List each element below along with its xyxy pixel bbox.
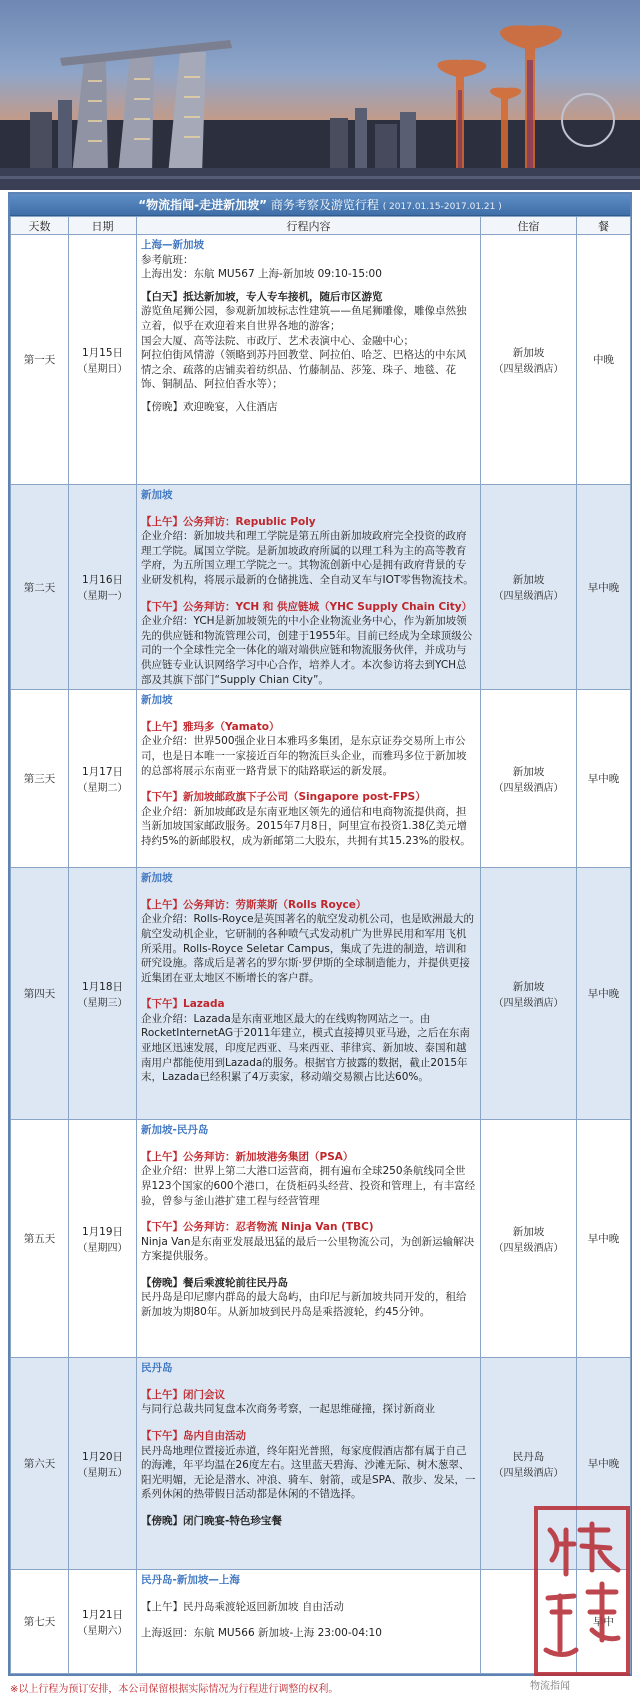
time-slot-heading: 【傍晚】餐后乘渡轮前往民丹岛: [141, 1276, 288, 1289]
table-row: [11, 235, 631, 485]
table-title-main: “物流指闻-走进新加坡”: [138, 198, 268, 212]
lodging-city: 新加坡: [512, 1225, 545, 1238]
date-value: 1月20日: [81, 1450, 124, 1463]
lodging-city: 新加坡: [512, 980, 545, 993]
lodging-city: 新加坡: [512, 346, 545, 359]
hero-skyline-image: [0, 0, 640, 190]
header-content: 行程内容: [137, 217, 481, 235]
itinerary-grid: [10, 216, 631, 1674]
watermark-text: 物流指闻: [530, 1681, 570, 1692]
detail-text: 企业介绍：Lazada是东南亚地区最大的在线购物网站之一。由RocketInternetAG于2011年建立，模式直接搏贝亚马逊，之后在东南亚地区迅速发展，印度尼西亚、马来西亚、菲律宾、新加坡、泰国和越南用户都能使用到Lazada的服务。根据官方披露的数据，截止2015年末，Lazada已经积累了4万卖家，移动端交易额占比达60%。: [141, 1012, 470, 1084]
time-slot-heading: 【上午】雅玛多（Yamato）: [141, 720, 280, 733]
detail-text: 【上午】民丹岛乘渡轮返回新加坡 自由活动: [141, 1600, 344, 1613]
lodging-cell: [481, 1120, 577, 1358]
detail-text: 国会大厦、高等法院、市政厅、艺术表演中心、金融中心；: [141, 334, 414, 347]
lodging-hotel: （四星级酒店）: [493, 1467, 564, 1479]
header-day: 天数: [11, 217, 69, 235]
spacer: [141, 1376, 476, 1388]
detail-text: 民丹岛是印尼廖内群岛的最大岛屿，由印尼与新加坡共同开发的，租给新加坡为期80年。从新加坡到民丹岛是乘搭渡轮，约45分钟。: [141, 1291, 467, 1319]
spacer: [141, 985, 476, 997]
table-row: [11, 868, 631, 1120]
lodging-hotel: （四星级酒店）: [493, 591, 564, 603]
itinerary-detail: [137, 1120, 481, 1358]
date-cell: [69, 1120, 137, 1358]
day-cell: 第三天: [11, 690, 69, 868]
meal-cell: 早中晚: [577, 485, 631, 690]
detail-text: 阿拉伯街风情游（领略到苏丹回教堂、阿拉伯、哈芝、巴格达的中东风情之余、疏落的店铺卖着纺织品、竹藤制品、莎笼、珠子、地毯、花饰、铜制品、阿拉伯香水等）；: [141, 349, 467, 391]
meal-cell: 中晚: [577, 235, 631, 485]
day-cell: 第一天: [11, 235, 69, 485]
detail-text: 与同行总裁共同复盘本次商务考察，一起思维碰撞，探讨新商业: [141, 1403, 435, 1416]
table-row: [11, 690, 631, 868]
date-value: 1月18日: [81, 980, 124, 993]
time-slot-heading: 【上午】公务拜访：Republic Poly: [141, 515, 316, 528]
time-slot-heading: 【下午】岛内自由活动: [141, 1429, 246, 1442]
spacer: [141, 282, 476, 290]
detail-text: 企业介绍：YCH是新加坡领先的中小企业物流业务中心，作为新加坡领先的供应链和物流管理公司，创建于1955年。目前已经成为全球顶级公司的一个全球性完全一体化的端对端供应链和物流服务伙伴，并成功与供应链专业认识网络学习中心合作，培养人才。本次参访将去到YCH总部及其旗下部门“Supply Chian City”。: [141, 615, 473, 686]
header-date: 日期: [69, 217, 137, 235]
spacer: [141, 1208, 476, 1220]
lodging-cell: [481, 868, 577, 1120]
spacer: [141, 1502, 476, 1514]
itinerary-detail: [137, 690, 481, 868]
detail-text: Ninja Van是东南亚发展最迅猛的最后一公里物流公司，为创新运输解决方案提供服务。: [141, 1235, 475, 1263]
detail-text: 参考航班：: [141, 253, 194, 266]
itinerary-detail: [137, 1570, 481, 1674]
time-slot-heading: 【白天】抵达新加坡，专人专车接机，随后市区游览: [141, 290, 383, 303]
weekday-value: （星期三）: [77, 997, 128, 1009]
lodging-hotel: （四星级酒店）: [493, 782, 564, 794]
header-row: [11, 217, 631, 235]
lodging-hotel: （四星级酒店）: [493, 1242, 564, 1254]
date-cell: [69, 868, 137, 1120]
route-title: 民丹岛-新加坡—上海: [141, 1574, 240, 1587]
route-title: 新加坡-民丹岛: [141, 1124, 209, 1137]
route-title: 新加坡: [141, 694, 173, 707]
detail-text: 上海返回：东航 MU566 新加坡-上海 23:00-04:10: [141, 1627, 382, 1640]
itinerary-detail: [137, 235, 481, 485]
date-cell: [69, 1570, 137, 1674]
spacer: [141, 1138, 476, 1150]
lodging-city: 新加坡: [512, 765, 545, 778]
lodging-city: 新加坡: [512, 574, 545, 587]
time-slot-heading: 【上午】公务拜访：劳斯莱斯（Rolls Royce）: [141, 898, 367, 911]
date-cell: [69, 235, 137, 485]
spacer: [141, 503, 476, 515]
spacer: [141, 1264, 476, 1276]
detail-text: 企业介绍：Rolls-Royce是英国著名的航空发动机公司，也是欧洲最大的航空发动机企业，它研制的各种喷气式发动机广为世界民用和军用飞机所采用。Rolls-Royce Seletar Campus，集成了先进的制造，培训和研究设施。落成后是著名的罗尔斯·罗伊斯的全球制造能力，并提供更接近集团在亚太地区不断增长的客户群。: [141, 913, 475, 984]
lodging-cell: [481, 485, 577, 690]
time-slot-heading: 【下午】Lazada: [141, 998, 225, 1011]
weekday-value: （星期二）: [77, 782, 128, 794]
seal-stamp-icon: [530, 1500, 634, 1680]
seal-stamp: [530, 1500, 634, 1680]
detail-text: 上海出发：东航 MU567 上海-新加坡 09:10-15:00: [141, 268, 382, 281]
day-cell: 第二天: [11, 485, 69, 690]
day-cell: 第六天: [11, 1358, 69, 1570]
date-cell: [69, 1358, 137, 1570]
time-slot-heading: 【上午】闭门会议: [141, 1388, 225, 1401]
detail-text: 企业介绍：新加坡共和理工学院是第五所由新加坡政府完全投资的政府理工学院。属国立学院。是新加坡政府所属的以理工科为主的高等教育学府，为五所国立理工学院之一。其物流创新中心是拥有政府背景的专业研发机构，将展示最新的仓储挑选、全自动叉车与IOT零售物流技术。: [141, 530, 474, 586]
table-title-dates: ( 2017.01.15-2017.01.21 ): [382, 202, 502, 212]
spacer: [141, 1417, 476, 1429]
detail-text: 企业介绍：世界上第二大港口运营商，拥有遍布全球250条航线同全世界123个国家的600个港口，在货柜码头经营、投资和管理上，有丰富经验，曾参与釜山港扩建工程与经营管理: [141, 1165, 476, 1207]
detail-text: 民丹岛地理位置接近赤道，终年阳光普照，每家度假酒店都有属于自己的海滩，年平均温在26度左右。这里蓝天碧海、沙滩无际、树木葱翠、阳光明媚，无论是潜水、冲浪、骑车、射箭，或是SPA、散步、发呆，一系列休闲的热带假日活动都是休闲的不错选择。: [141, 1444, 476, 1501]
spacer: [141, 392, 476, 400]
lodging-cell: [481, 690, 577, 868]
spacer: [141, 588, 476, 600]
route-title: 新加坡: [141, 489, 173, 501]
meal-cell: 早中晚: [577, 1358, 631, 1570]
day-cell: 第五天: [11, 1120, 69, 1358]
date-value: 1月16日: [81, 574, 124, 587]
header-lodging: 住宿: [481, 217, 577, 235]
route-title: 新加坡: [141, 872, 173, 885]
weekday-value: （星期四）: [77, 1242, 128, 1254]
schedule-table: [8, 192, 632, 1676]
spacer: [141, 1588, 476, 1600]
itinerary-detail: [137, 1358, 481, 1570]
itinerary-detail: [137, 868, 481, 1120]
footnote: ※以上行程为预订安排，本公司保留根据实际情况为行程进行调整的权利。: [10, 1684, 339, 1694]
table-title-sub: 商务考察及游览行程: [270, 198, 379, 212]
spacer: [141, 708, 476, 720]
time-slot-heading: 【上午】公务拜访：新加坡港务集团（PSA）: [141, 1150, 354, 1163]
meal-cell: 早中: [577, 1570, 631, 1674]
itinerary-detail: [137, 485, 481, 690]
spacer: [141, 886, 476, 898]
table-row: [11, 485, 631, 690]
lodging-hotel: （四星级酒店）: [493, 363, 564, 375]
header-meal: 餐: [577, 217, 631, 235]
date-cell: [69, 690, 137, 868]
meal-cell: 早中晚: [577, 868, 631, 1120]
detail-text: 游览鱼尾狮公园，参观新加坡标志性建筑——鱼尾狮雕像，雕像卓然独立着，似乎在欢迎着来自世界各地的游客；: [141, 305, 467, 332]
weekday-value: （星期六）: [77, 1625, 128, 1637]
route-title: 上海—新加坡: [141, 239, 204, 251]
time-slot-heading: 【下午】公务拜访：忍者物流 Ninja Van (TBC): [141, 1221, 374, 1234]
route-title: 民丹岛: [141, 1362, 173, 1375]
date-value: 1月19日: [81, 1225, 124, 1238]
date-value: 1月21日: [81, 1608, 124, 1621]
lodging-cell: [481, 235, 577, 485]
detail-text: 【傍晚】欢迎晚宴，入住酒店: [141, 400, 278, 413]
meal-cell: 早中晚: [577, 690, 631, 868]
weekday-value: （星期一）: [77, 591, 128, 603]
spacer: [141, 778, 476, 790]
date-cell: [69, 485, 137, 690]
table-row: [11, 1120, 631, 1358]
weekday-value: （星期五）: [77, 1467, 128, 1479]
weekday-value: （星期日）: [77, 363, 128, 375]
time-slot-heading: 【下午】新加坡邮政旗下子公司（Singapore post-FPS）: [141, 791, 426, 804]
detail-text: 企业介绍：新加坡邮政是东南亚地区领先的通信和电商物流提供商，担当新加坡国家邮政服务。2015年7月8日，阿里宣布投资1.38亿美元增持约5%的新邮股权，成为新邮第二大股东，共拥有其15.23%的股权。: [141, 805, 471, 847]
skyline-photo-icon: [0, 0, 640, 190]
spacer: [141, 1614, 476, 1626]
date-value: 1月17日: [81, 765, 124, 778]
date-value: 1月15日: [81, 346, 124, 359]
detail-text: 企业介绍：世界500强企业日本雅玛多集团，是东京证券交易所上市公司，也是日本唯一一家接近百年的物流巨头企业，而雅玛多位于新加坡的总部将展示东南亚一路背景下的陆路联运的新发展。: [141, 735, 467, 777]
time-slot-heading: 【傍晚】闭门晚宴-特色珍宝餐: [141, 1514, 282, 1527]
lodging-city: 民丹岛: [512, 1450, 545, 1463]
day-cell: 第七天: [11, 1570, 69, 1674]
time-slot-heading: 【下午】公务拜访：YCH 和 供应链城（YHC Supply Chain City）: [141, 600, 473, 613]
day-cell: 第四天: [11, 868, 69, 1120]
table-title: [10, 194, 630, 216]
lodging-hotel: （四星级酒店）: [493, 997, 564, 1009]
meal-cell: 早中晚: [577, 1120, 631, 1358]
